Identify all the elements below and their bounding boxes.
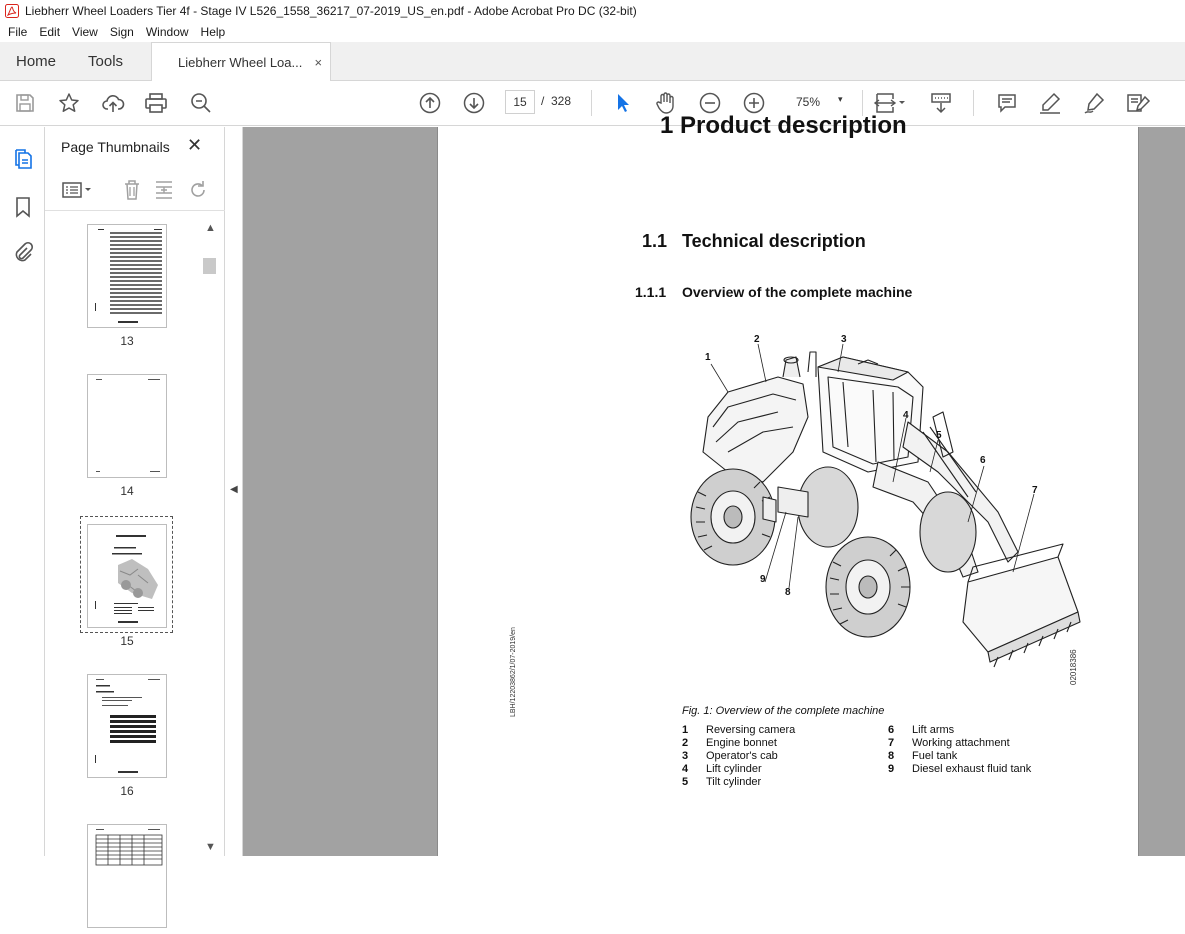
callout-label: 2 (754, 334, 760, 345)
scroll-down-icon[interactable]: ▼ (205, 841, 216, 853)
callout-label: 8 (785, 587, 791, 598)
legend-item: 9 Diesel exhaust fluid tank (888, 763, 1032, 775)
zoom-value: 75% (796, 95, 821, 109)
select-cursor-icon[interactable] (610, 91, 634, 115)
star-icon[interactable] (57, 91, 81, 115)
callout-label: 6 (980, 455, 986, 466)
redact-icon[interactable] (1126, 91, 1150, 115)
thumbnail-page-14[interactable] (87, 374, 167, 478)
legend-item: 2 Engine bonnet (682, 737, 777, 749)
chevron-down-icon: ▾ (838, 94, 843, 104)
page-number-input[interactable]: 15 (505, 90, 535, 114)
thumbnail-label: 15 (120, 634, 134, 648)
legend-list-right (888, 724, 1031, 776)
highlight-pen-icon[interactable] (1038, 91, 1062, 115)
panel-collapse-handle[interactable] (225, 127, 243, 856)
section-number: 1.1 (642, 231, 668, 251)
page-total: 328 (551, 94, 572, 108)
figure-code: 02018386 (1069, 649, 1078, 685)
page-separator: / (541, 94, 545, 108)
menu-window[interactable]: Window (145, 25, 189, 39)
tab-tools[interactable]: Tools (88, 52, 124, 70)
thumbnail-label: 16 (120, 784, 134, 798)
callout-label: 5 (936, 430, 942, 441)
tab-document[interactable] (151, 42, 331, 82)
trash-icon[interactable] (121, 179, 143, 201)
scroll-mode-icon[interactable] (929, 91, 953, 115)
legend-item: 6 Lift arms (888, 724, 955, 736)
figure-caption: Fig. 1: Overview of the complete machine (682, 705, 885, 717)
navigation-rail (0, 127, 45, 856)
tab-bar (0, 42, 1185, 81)
legend-item: 7 Working attachment (888, 737, 1010, 749)
legend-item: 4 Lift cylinder (682, 763, 762, 775)
thumbnails-panel (45, 127, 225, 856)
next-page-icon[interactable] (462, 91, 486, 115)
thumbnail-scrollbar[interactable] (202, 221, 217, 856)
menu-bar (0, 22, 1185, 42)
scrollbar-thumb[interactable] (203, 258, 216, 274)
collapse-arrow-icon: ◀ (230, 484, 238, 495)
tab-home[interactable]: Home (16, 52, 57, 70)
legend-item: 5 Tilt cylinder (682, 776, 762, 788)
scroll-up-icon[interactable]: ▲ (205, 222, 216, 234)
document-viewport[interactable] (243, 112, 1185, 856)
page-heading-partial: 1 Product description (660, 112, 907, 139)
legend-item: 1 Reversing camera (682, 724, 796, 736)
subsection-number: 1.1.1 (635, 284, 667, 300)
thumbnail-label: 14 (120, 484, 134, 498)
title-bar (0, 0, 1185, 22)
subsection-title: Overview of the complete machine (682, 284, 913, 300)
thumbnail-page-13[interactable] (87, 224, 167, 328)
panel-title: Page Thumbnails (61, 139, 170, 155)
print-icon[interactable] (144, 91, 168, 115)
bookmark-icon[interactable] (11, 195, 35, 219)
toolbar-divider (973, 90, 974, 116)
legend-item: 3 Operator's cab (682, 750, 778, 762)
previous-page-icon[interactable] (418, 91, 442, 115)
zoom-search-icon[interactable] (189, 91, 213, 115)
acrobat-icon (4, 3, 20, 19)
tab-close-icon[interactable]: × (314, 55, 323, 70)
thumbnail-page-16[interactable] (87, 674, 167, 778)
thumbnail-page-15[interactable] (87, 524, 167, 628)
attachment-icon[interactable] (11, 240, 35, 264)
subsection-heading (635, 284, 912, 300)
document-code: LBH/12203862/1/07-2019/en (510, 627, 517, 717)
main-toolbar (0, 81, 1185, 126)
section-title: Technical description (682, 231, 866, 251)
callout-label: 3 (841, 334, 847, 345)
insert-page-icon[interactable] (153, 179, 175, 201)
callout-label: 7 (1032, 485, 1038, 496)
thumbnail-page-17[interactable] (87, 824, 167, 928)
cloud-upload-icon[interactable] (101, 91, 125, 115)
sign-pen-icon[interactable] (1082, 91, 1106, 115)
page-thumbnails-icon[interactable] (11, 147, 35, 171)
menu-view[interactable]: View (72, 25, 98, 39)
thumbnail-options-icon[interactable] (61, 179, 95, 201)
tab-document-label: Liebherr Wheel Loa... (178, 55, 303, 70)
callout-label: 4 (903, 410, 909, 421)
legend-item: 8 Fuel tank (888, 750, 958, 762)
rotate-icon[interactable] (187, 179, 209, 201)
legend-list-left (682, 724, 795, 789)
callout-label: 9 (760, 574, 766, 585)
panel-close-icon[interactable]: ✕ (187, 135, 203, 155)
menu-edit[interactable]: Edit (39, 25, 61, 39)
callout-label: 1 (705, 352, 711, 363)
panel-toolbar (45, 171, 225, 211)
zoom-select[interactable] (786, 90, 852, 114)
wheel-loader-illustration (668, 322, 1088, 707)
section-heading (642, 231, 866, 252)
toolbar-divider (591, 90, 592, 116)
menu-sign[interactable]: Sign (109, 25, 134, 39)
pdf-page (437, 112, 1139, 856)
window-title: Liebherr Wheel Loaders Tier 4f - Stage IV L526_1558_36217_07-2019_US_en.pdf - Adobe Acrobat Pro DC (32-bit) (25, 4, 637, 18)
save-icon[interactable] (13, 91, 37, 115)
menu-file[interactable]: File (8, 25, 28, 39)
comment-icon[interactable] (995, 91, 1019, 115)
thumbnail-label: 13 (120, 334, 134, 348)
menu-help[interactable]: Help (200, 25, 226, 39)
